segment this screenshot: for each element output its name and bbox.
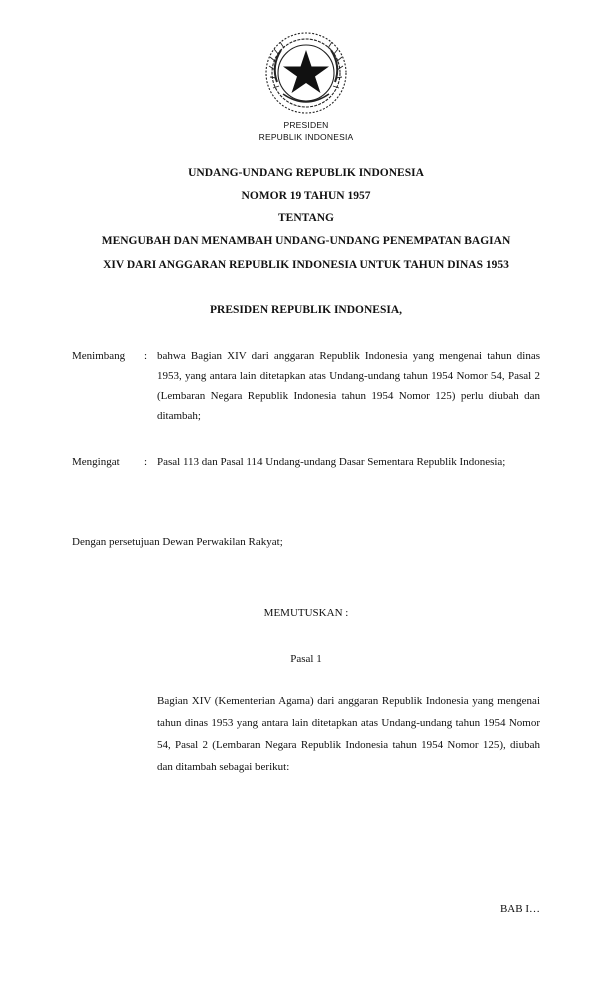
mengingat-colon: : <box>144 456 148 468</box>
menimbang-text: bahwa Bagian XIV dari anggaran Republik Indonesia yang mengenai tahun dinas 1953, yang antara lain ditetapkan atas Undang-undang tahun 1954 Nomor 54, Pasal 2 (Lembaran Negara Republik Indonesia tahun 1954 Nomor 125) perlu diubah dan ditambah; <box>157 350 540 422</box>
law-about-heading: TENTANG <box>277 212 335 224</box>
law-title: UNDANG-UNDANG REPUBLIK INDONESIA <box>188 167 424 179</box>
menimbang-label: Menimbang <box>72 350 126 362</box>
presidential-seal-star-icon <box>263 30 349 116</box>
article-heading: Pasal 1 <box>290 653 322 665</box>
mengingat-label: Mengingat <box>72 456 120 468</box>
law-subject-line-1: MENGUBAH DAN MENAMBAH UNDANG-UNDANG PENEMPATAN BAGIAN <box>101 235 511 247</box>
president-heading: PRESIDEN REPUBLIK INDONESIA, <box>209 304 403 316</box>
decision-heading: MEMUTUSKAN : <box>263 607 349 619</box>
emblem-caption-republic: REPUBLIK INDONESIA <box>258 132 354 142</box>
law-number: NOMOR 19 TAHUN 1957 <box>241 190 371 202</box>
menimbang-colon: : <box>144 350 148 362</box>
page-continuation: BAB I… <box>499 903 540 915</box>
mengingat-text: Pasal 113 dan Pasal 114 Undang-undang Dasar Sementara Republik Indonesia; <box>157 456 506 468</box>
emblem-caption-president: PRESIDEN <box>283 120 329 130</box>
law-subject-line-2: XIV DARI ANGGARAN REPUBLIK INDONESIA UNTUK TAHUN DINAS 1953 <box>103 259 509 271</box>
approval-statement: Dengan persetujuan Dewan Perwakilan Rakyat; <box>72 536 283 548</box>
article-text: Bagian XIV (Kementerian Agama) dari anggaran Republik Indonesia yang mengenai tahun dinas 1953 yang antara lain ditetapkan atas Undang-undang tahun 1954 Nomor 54, Pasal 2 (Lembaran Negara Republik Indonesia tahun 1954 Nomor 125), diubah dan ditambah sebagai berikut: <box>157 695 540 773</box>
